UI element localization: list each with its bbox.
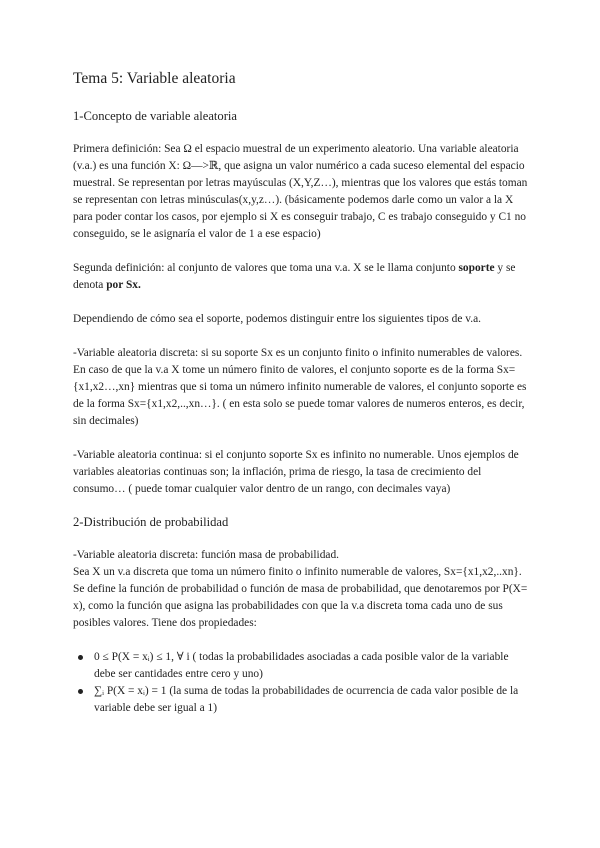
second-definition-text: Segunda definición: al conjunto de valores que toma una v.a. X se le llama conjunto — [73, 262, 459, 274]
discrete-variable-paragraph: -Variable aleatoria discreta: si su soporte Sx es un conjunto finito o infinito numerables de valores. En caso de que la v.a X tome un número finito de valores, el conjunto soporte es de la forma Sx={x1,x2…,xn} mientras que si toma un número infinito numerable de valores, el conjunto soporte es de la forma Sx={x1,x2,..,xn…}. ( en esta solo se puede tomar valores de numeros enteros, es decir, sin decimales) — [73, 347, 527, 427]
second-definition-middle: y se denota — [73, 262, 516, 291]
document-title: Tema 5: Variable aleatoria — [73, 70, 236, 87]
property-text: 0 ≤ P(X = xᵢ) ≤ 1, ∀ i ( todas la probabilidades asociadas a cada posible valor de la variable debe ser cantidades entre cero y uno) — [94, 651, 509, 680]
types-intro-paragraph: Dependiendo de cómo sea el soporte, podemos distinguir entre los siguientes tipos de v.a. — [73, 313, 481, 325]
discrete-mass-function-body: Sea X un v.a discreta que toma un número finito o infinito numerable de valores, Sx={x1,x2,..xn}. Se define la función de probabilidad o función de masa de probabilidad, que denotaremos por P(X= x), como la función que asigna las probabilidades con que la v.a discreta toma cada uno de sus posibles valores. Tiene dos propiedades: — [73, 566, 528, 629]
section-heading-concept: 1-Concepto de variable aleatoria — [73, 109, 237, 123]
bullet-icon — [78, 689, 83, 694]
section-heading-distribution: 2-Distribución de probabilidad — [73, 515, 229, 529]
property-item — [94, 649, 530, 683]
discrete-mass-function-line: -Variable aleatoria discreta: función masa de probabilidad. — [73, 549, 339, 561]
properties-list — [73, 649, 530, 717]
support-term: soporte — [458, 262, 495, 274]
first-definition-paragraph: Primera definición: Sea Ω el espacio muestral de un experimento aleatorio. Una variable aleatoria (v.a.) es una función X: Ω—>ℝ, que asigna un valor numérico a cada suceso elemental del espacio muestral. Se representan por letras mayúsculas (X,Y,Z…), mientras que los valores que estás toman se representan con letras minúsculas(x,y,z…). (básicamente podemos darle como un valor a la X para poder contar los casos, por ejemplo si X es conseguir trabajo, C es trabajo conseguido y C1 no conseguido, se le asignaría el valor de 1 a ese espacio) — [73, 143, 528, 240]
property-item — [94, 683, 530, 717]
property-text: ∑ᵢ P(X = xᵢ) = 1 (la suma de todas la probabilidades de ocurrencia de cada valor posible de la variable debe ser igual a 1) — [94, 685, 519, 714]
continuous-variable-paragraph: -Variable aleatoria continua: si el conjunto soporte Sx es infinito no numerable. Unos ejemplos de variables aleatorias continuas son; la inflación, prima de riesgo, la tasa de crecimiento del consumo… ( puede tomar cualquier valor dentro de un rango, con decimales vaya) — [73, 449, 519, 495]
bullet-icon — [78, 655, 83, 660]
support-notation: por Sx. — [106, 279, 141, 291]
second-definition-paragraph — [73, 260, 530, 294]
